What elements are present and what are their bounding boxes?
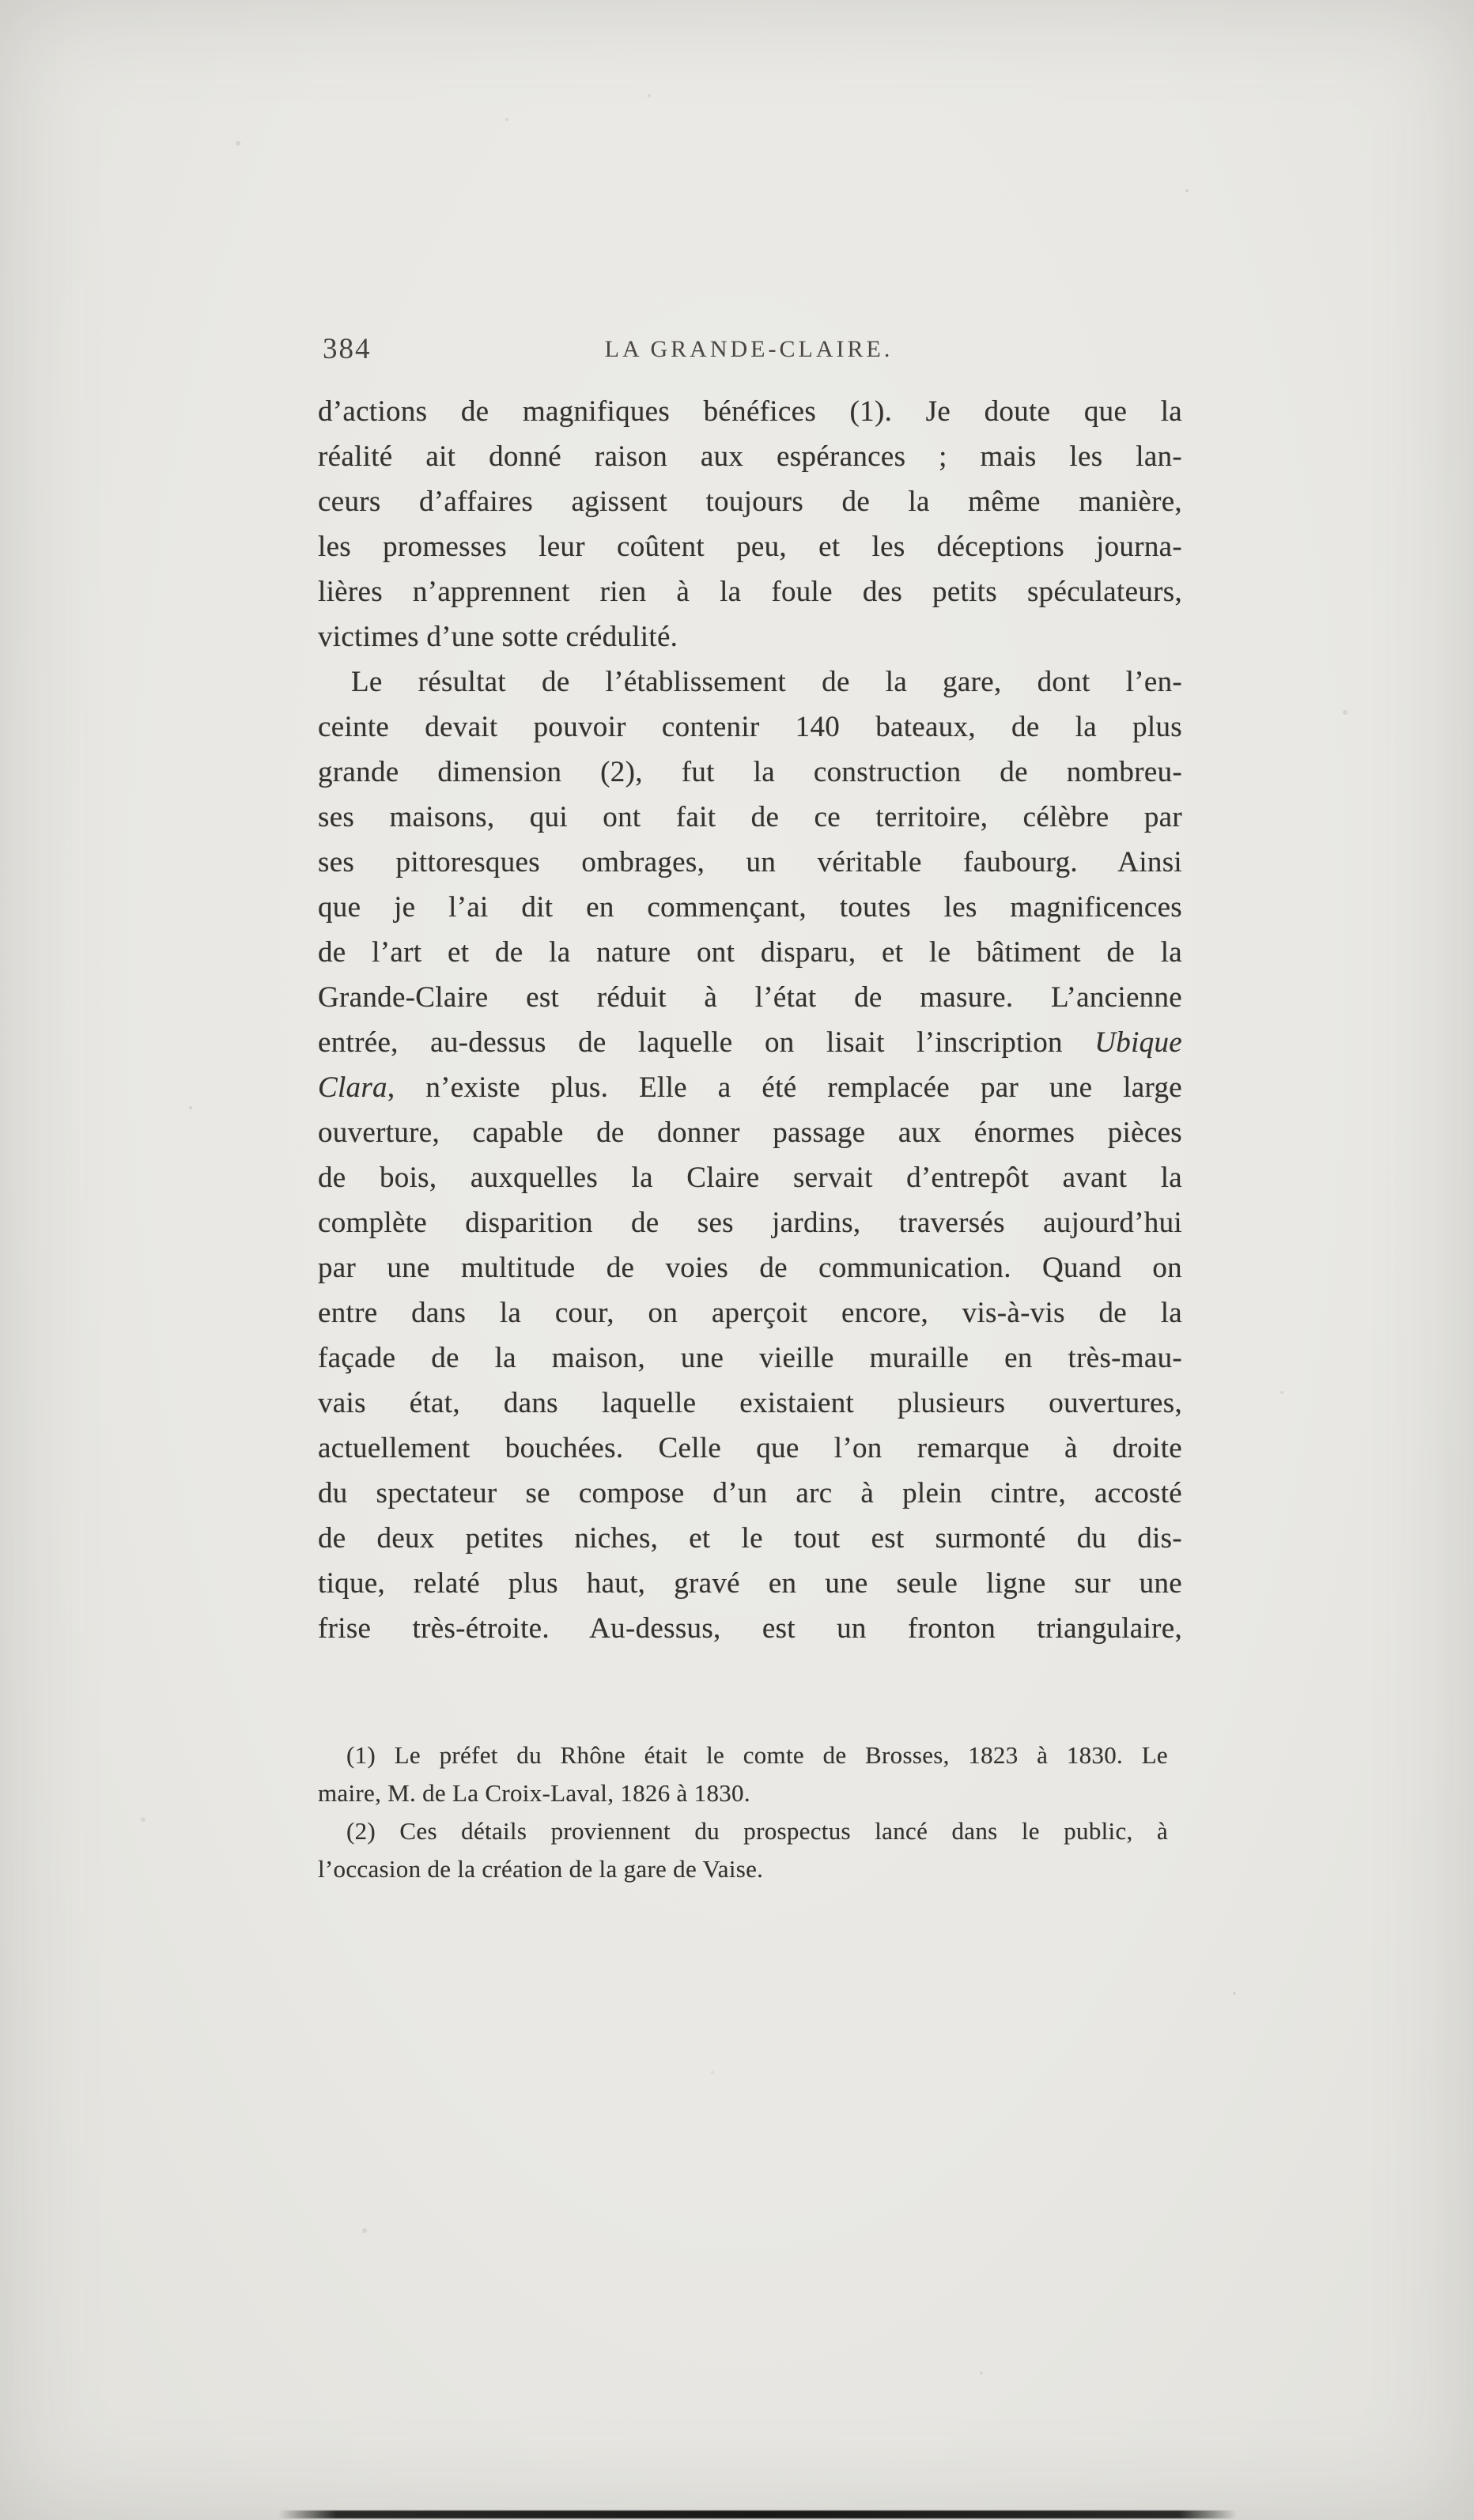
text-line: (1) Le préfet du Rhône était le comte de Brosses, 1823 à 1830. Le (346, 1741, 1168, 1769)
italic-text: Ubique (1094, 1026, 1182, 1059)
text-line: les promesses leur coûtent peu, et les déceptions journa- (318, 531, 1182, 563)
text-line: ouverture, capable de donner passage aux énormes pièces (318, 1116, 1182, 1149)
text-line: que je l’ai dit en commençant, toutes les magnificences (318, 891, 1182, 924)
plain-text: entrée, au-dessus de laquelle on lisait l’inscription (318, 1026, 1095, 1059)
text-line: frise très-étroite. Au-dessus, est un fronton triangulaire, (318, 1612, 1182, 1645)
text-line: (2) Ces détails proviennent du prospectus lancé dans le public, à (346, 1817, 1168, 1845)
page-number: 384 (323, 333, 372, 365)
text-line: lières n’apprennent rien à la foule des petits spéculateurs, (318, 576, 1182, 608)
text-line: de l’art et de la nature ont disparu, et le bâtiment de la (318, 936, 1182, 969)
page-header (318, 332, 1180, 372)
text-line: actuellement bouchées. Celle que l’on remarque à droite (318, 1432, 1182, 1464)
text-line: de bois, auxquelles la Claire servait d’entrepôt avant la (318, 1162, 1182, 1194)
text-line: maire, M. de La Croix-Laval, 1826 à 1830. (318, 1779, 750, 1807)
text-line (318, 1065, 1182, 1110)
running-title: LA GRANDE-CLAIRE. (604, 336, 894, 362)
scan-edge-artifact (278, 2511, 1237, 2518)
scan-noise-specks (0, 0, 2, 2)
text-line: réalité ait donné raison aux espérances ; mais les lan- (318, 440, 1182, 473)
text-line: ses pittoresques ombrages, un véritable faubourg. Ainsi (318, 846, 1182, 878)
text-line: du spectateur se compose d’un arc à plein cintre, accosté (318, 1477, 1182, 1509)
text-line (318, 1020, 1182, 1065)
text-line: grande dimension (2), fut la construction de nombreu- (318, 756, 1182, 788)
text-line: de deux petites niches, et le tout est surmonté du dis- (318, 1522, 1182, 1555)
text-line: complète disparition de ses jardins, traversés aujourd’hui (318, 1207, 1182, 1239)
text-line: ceurs d’affaires agissent toujours de la même manière, (318, 485, 1182, 518)
text-line: d’actions de magnifiques bénéfices (1). Je doute que la (318, 395, 1182, 428)
italic-text: Clara (318, 1071, 387, 1104)
text-line: vais état, dans laquelle existaient plusieurs ouvertures, (318, 1387, 1182, 1419)
text-line: entre dans la cour, on aperçoit encore, vis-à-vis de la (318, 1297, 1182, 1329)
text-line: par une multitude de voies de communication. Quand on (318, 1252, 1182, 1284)
text-line: ses maisons, qui ont fait de ce territoire, célèbre par (318, 801, 1182, 833)
text-line: victimes d’une sotte crédulité. (318, 621, 678, 653)
text-line: l’occasion de la création de la gare de Vaise. (318, 1855, 764, 1883)
plain-text: , n’existe plus. Elle a été remplacée par une large (387, 1071, 1182, 1104)
body-text (318, 389, 1182, 1651)
text-line: tique, relaté plus haut, gravé en une seule ligne sur une (318, 1567, 1182, 1600)
footnotes (318, 1736, 1168, 1888)
text-line: façade de la maison, une vieille muraille en très-mau- (318, 1342, 1182, 1374)
text-line: Grande-Claire est réduit à l’état de masure. L’ancienne (318, 981, 1182, 1014)
text-line: Le résultat de l’établissement de la gare, dont l’en- (351, 666, 1182, 698)
text-line: ceinte devait pouvoir contenir 140 bateaux, de la plus (318, 711, 1182, 743)
